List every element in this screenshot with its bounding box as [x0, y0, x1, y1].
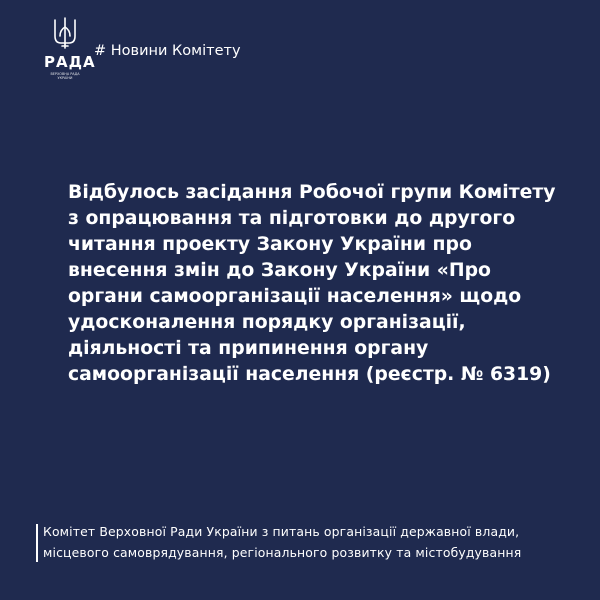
headline-line: Відбулось засідання Робочої групи Комітету: [68, 182, 556, 203]
hashtag-label: # Новини Комітету: [94, 43, 241, 59]
footer-line: місцевого самоврядування, регіонального розвитку та містобудування: [43, 545, 522, 560]
headline-line: внесення змін до Закону України «Про: [68, 260, 491, 281]
headline: [68, 180, 588, 388]
footer-divider: [36, 524, 38, 562]
logo-subtitle-line2: УКРАЇНИ: [57, 76, 73, 80]
footer-line: Комітет Верховної Ради України з питань організації державної влади,: [43, 524, 520, 539]
trident-icon: [52, 16, 78, 50]
logo-subtitle-line1: ВЕРХОВНА РАДА: [50, 72, 80, 76]
headline-line: читання проекту Закону України про: [68, 234, 472, 255]
logo-title: РАДА: [44, 53, 96, 71]
headline-line: діяльності та припинення органу: [68, 338, 429, 359]
logo: [44, 16, 96, 80]
headline-line: з опрацювання та підготовки до другого: [68, 208, 516, 229]
headline-line: самоорганізації населення (реєстр. № 6319): [68, 364, 551, 385]
headline-line: удосконалення порядку організації,: [68, 312, 466, 333]
committee-footer: [43, 521, 595, 563]
headline-line: органи самоорганізації населення» щодо: [68, 286, 522, 307]
